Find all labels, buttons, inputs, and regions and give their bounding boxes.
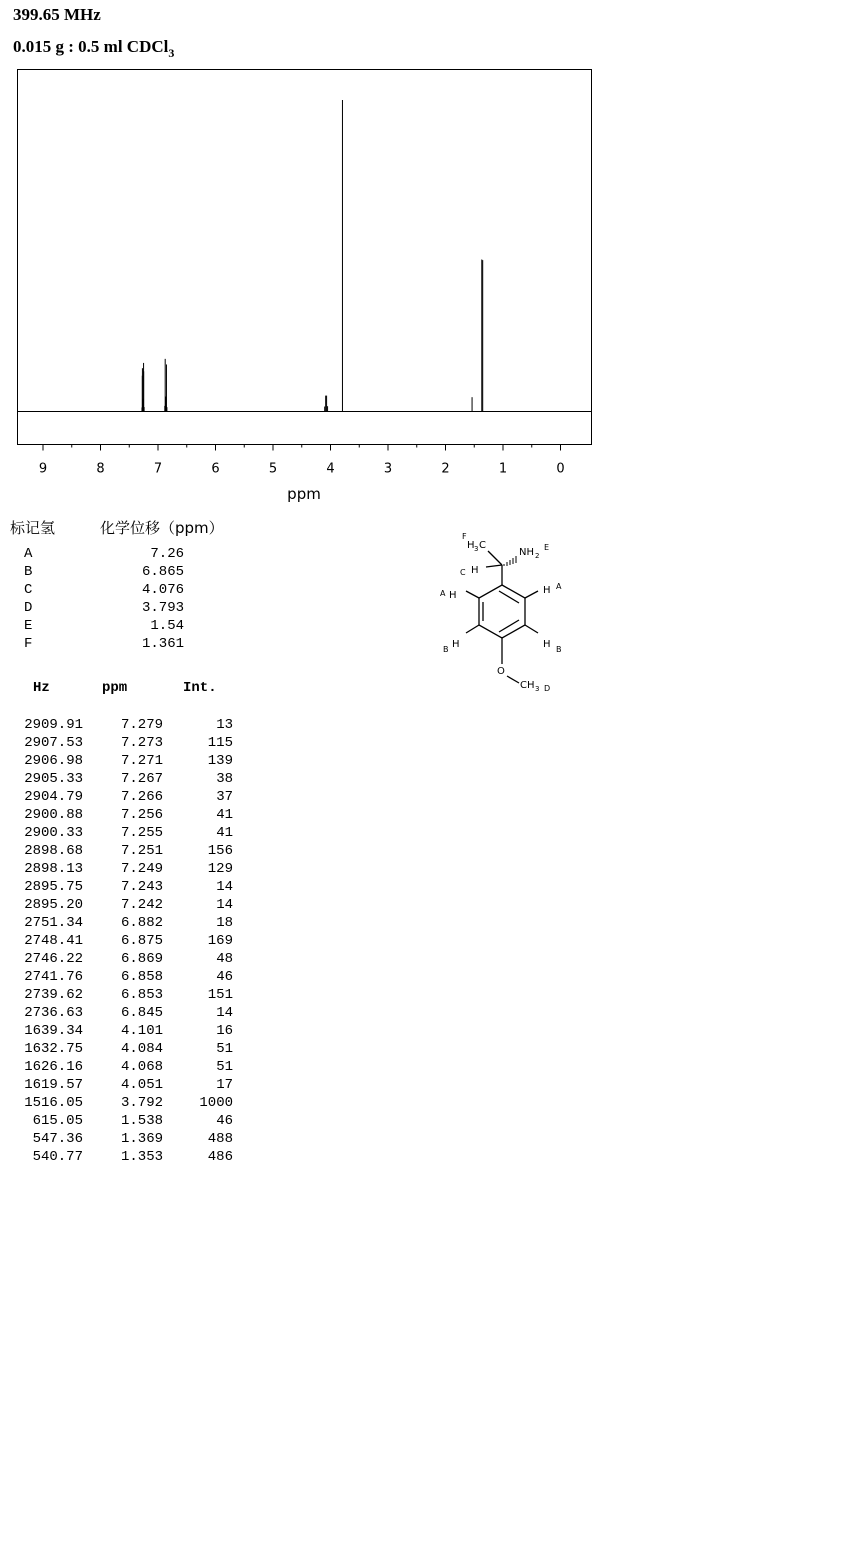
assignment-label: C (24, 582, 33, 598)
peaks-layer (142, 100, 483, 412)
atom-nh2-sub: 2 (535, 552, 540, 560)
table-row (13, 752, 233, 770)
label-d: D (544, 684, 551, 693)
atom-oxygen: O (497, 666, 505, 677)
peak-intensity: 14 (216, 879, 233, 895)
peak-intensity: 129 (207, 861, 233, 877)
label-a-right: A (556, 582, 562, 591)
x-tick-label-8: 8 (96, 461, 105, 477)
header-intensity: Int. (183, 680, 217, 696)
label-b-left: B (443, 645, 449, 654)
table-row (13, 950, 233, 968)
hashed-wedge-bond (504, 556, 516, 566)
label-b-right: B (556, 645, 562, 654)
bond-chiral-methyl (488, 551, 502, 565)
assignment-row (24, 599, 184, 617)
assignment-row (24, 581, 184, 599)
atom-nh2: NH (519, 547, 534, 558)
peak-intensity: 38 (216, 771, 233, 787)
peak-ppm: 7.266 (120, 789, 163, 805)
peak-hz: 1639.34 (24, 1023, 83, 1039)
peak-ppm: 7.249 (120, 861, 163, 877)
peak-hz: 1632.75 (24, 1041, 83, 1057)
x-tick-label-0: 0 (556, 461, 565, 477)
table-row (13, 1148, 233, 1166)
peak-ppm: 6.875 (120, 933, 163, 949)
atom-methoxy-ch: CH (520, 680, 535, 691)
atom-chiral-h: H (471, 565, 479, 576)
peak-intensity: 16 (216, 1023, 233, 1039)
assignment-shift-header: 化学位移（ppm） (100, 519, 224, 537)
atom-hb-left: H (452, 639, 460, 650)
peak-ppm: 3.792 (120, 1095, 163, 1111)
x-tick-label-1: 1 (498, 461, 508, 477)
assignment-shift: 7.26 (150, 546, 184, 562)
peak-ppm: 7.256 (120, 807, 163, 823)
table-row (13, 824, 233, 842)
assignment-row (24, 563, 184, 581)
peak-ppm: 7.267 (120, 771, 163, 787)
peak-intensity: 51 (216, 1041, 233, 1057)
label-c: C (460, 568, 466, 577)
atom-methoxy-sub: 3 (535, 685, 540, 693)
peak-intensity: 169 (207, 933, 233, 949)
peak-ppm: 6.858 (120, 969, 163, 985)
peak-ppm: 6.882 (120, 915, 163, 931)
peak-hz: 2906.98 (24, 753, 83, 769)
peak-intensity: 41 (216, 807, 233, 823)
table-row (13, 1004, 233, 1022)
peak-intensity: 14 (216, 897, 233, 913)
sample-subscript: 3 (168, 46, 175, 60)
peak-ppm: 7.279 (120, 717, 163, 733)
peak-intensity: 488 (207, 1131, 233, 1147)
peak-hz: 2736.63 (24, 1005, 83, 1021)
peak-hz: 2898.68 (24, 843, 83, 859)
atom-methyl-h: H (467, 540, 475, 551)
table-row (13, 1130, 233, 1148)
table-row (13, 986, 233, 1004)
peak-ppm: 6.845 (120, 1005, 163, 1021)
atom-methyl-sub: 3 (474, 545, 479, 553)
assignment-label-header: 标记氢 (10, 519, 56, 537)
table-row (13, 788, 233, 806)
assignment-row (24, 635, 184, 653)
peak-ppm: 4.068 (120, 1059, 163, 1075)
x-tick-label-7: 7 (153, 461, 163, 477)
peak-ppm: 7.271 (120, 753, 163, 769)
peak-hz: 2748.41 (24, 933, 83, 949)
table-row (13, 932, 233, 950)
peak-intensity: 115 (207, 735, 233, 751)
plot-frame (18, 70, 592, 445)
peak-ppm: 1.538 (120, 1113, 163, 1129)
sample-concentration (13, 37, 174, 61)
peak-ppm: 6.869 (120, 951, 163, 967)
label-a-left: A (440, 589, 446, 598)
x-tick-label-6: 6 (211, 461, 220, 477)
peak-hz: 547.36 (32, 1131, 83, 1147)
assignment-label: B (24, 564, 33, 580)
assignment-shift: 3.793 (141, 600, 184, 616)
nmr-spectrum-chart (0, 60, 610, 510)
peak-hz: 2900.33 (24, 825, 83, 841)
sample-text: 0.015 g : 0.5 ml CDCl (13, 37, 169, 56)
x-tick-label-2: 2 (441, 461, 450, 477)
peak-intensity: 156 (207, 843, 233, 859)
table-row (13, 1076, 233, 1094)
peak-hz: 2895.20 (24, 897, 83, 913)
peak-ppm: 1.369 (120, 1131, 163, 1147)
label-f: F (462, 532, 467, 541)
peak-ppm: 7.242 (120, 897, 163, 913)
x-tick-label-4: 4 (326, 461, 335, 477)
atom-ha-right: H (543, 585, 551, 596)
assignment-row (24, 617, 184, 635)
peak-intensity: 151 (207, 987, 233, 1003)
peak-hz: 540.77 (32, 1149, 83, 1165)
peak-hz: 2900.88 (24, 807, 83, 823)
table-row (13, 734, 233, 752)
peak-hz: 2741.76 (24, 969, 83, 985)
table-row (13, 968, 233, 986)
peak-intensity: 486 (207, 1149, 233, 1165)
peak-ppm: 4.101 (120, 1023, 163, 1039)
peak-intensity: 41 (216, 825, 233, 841)
peak-hz: 1619.57 (24, 1077, 83, 1093)
assignment-shift: 6.865 (141, 564, 184, 580)
peak-ppm: 4.084 (120, 1041, 163, 1057)
table-row (13, 1112, 233, 1130)
peak-hz: 2904.79 (24, 789, 83, 805)
peak-hz: 2909.91 (24, 717, 83, 733)
peak-intensity: 18 (216, 915, 233, 931)
peak-intensity: 46 (216, 969, 233, 985)
peak-hz: 2898.13 (24, 861, 83, 877)
bond-hb-right (525, 625, 538, 633)
bond-oxygen-methyl (507, 676, 519, 683)
table-row (13, 1040, 233, 1058)
table-row (13, 914, 233, 932)
bond-hb-left (466, 625, 479, 633)
table-row (13, 1094, 233, 1112)
x-tick-label-9: 9 (38, 461, 48, 477)
assignment-shift: 1.361 (141, 636, 184, 652)
peak-hz: 2746.22 (24, 951, 83, 967)
peak-intensity: 48 (216, 951, 233, 967)
assignment-table (24, 545, 184, 653)
peak-ppm: 4.051 (120, 1077, 163, 1093)
spectrometer-frequency: 399.65 MHz (13, 5, 101, 24)
peak-hz: 2895.75 (24, 879, 83, 895)
peak-intensity: 13 (216, 717, 233, 733)
x-axis-ticks (39, 445, 565, 477)
table-row (13, 860, 233, 878)
peak-ppm: 7.243 (120, 879, 163, 895)
header-ppm: ppm (102, 680, 128, 696)
assignment-label: F (24, 636, 33, 652)
bond-chiral-h (486, 565, 502, 567)
peak-hz: 2751.34 (24, 915, 83, 931)
peak-intensity: 14 (216, 1005, 233, 1021)
table-row (13, 1058, 233, 1076)
peak-hz: 1516.05 (24, 1095, 83, 1111)
peak-hz: 615.05 (32, 1113, 83, 1129)
peak-hz: 2739.62 (24, 987, 83, 1003)
header-hz: Hz (33, 680, 50, 696)
peak-ppm: 1.353 (120, 1149, 163, 1165)
table-row (13, 770, 233, 788)
assignment-shift: 1.54 (150, 618, 184, 634)
x-tick-label-5: 5 (268, 461, 278, 477)
peak-intensity: 37 (216, 789, 233, 805)
assignment-label: A (24, 546, 33, 562)
assignment-row (24, 545, 184, 563)
peak-table (13, 716, 233, 1166)
peak-hz: 2907.53 (24, 735, 83, 751)
peak-ppm: 7.255 (120, 825, 163, 841)
peak-intensity: 17 (216, 1077, 233, 1093)
x-tick-label-3: 3 (383, 461, 393, 477)
bond-ha-right (525, 591, 538, 598)
table-row (13, 716, 233, 734)
peak-ppm: 7.251 (120, 843, 163, 859)
atom-methyl-c: C (479, 540, 486, 551)
peak-intensity: 46 (216, 1113, 233, 1129)
peak-ppm: 7.273 (120, 735, 163, 751)
peak-hz: 2905.33 (24, 771, 83, 787)
table-row (13, 1022, 233, 1040)
peak-hz: 1626.16 (24, 1059, 83, 1075)
peak-ppm: 6.853 (120, 987, 163, 1003)
table-row (13, 806, 233, 824)
peak-intensity: 1000 (199, 1095, 233, 1111)
assignment-label: D (24, 600, 33, 616)
atom-hb-right: H (543, 639, 551, 650)
peak-intensity: 51 (216, 1059, 233, 1075)
table-row (13, 842, 233, 860)
assignment-shift: 4.076 (141, 582, 184, 598)
peak-intensity: 139 (207, 753, 233, 769)
molecule-structure (430, 525, 580, 700)
x-axis-label: ppm (287, 485, 321, 503)
bond-ha-left (466, 591, 479, 598)
table-row (13, 878, 233, 896)
table-row (13, 896, 233, 914)
assignment-label: E (24, 618, 33, 634)
label-e: E (544, 543, 550, 552)
atom-ha-left: H (449, 590, 457, 601)
